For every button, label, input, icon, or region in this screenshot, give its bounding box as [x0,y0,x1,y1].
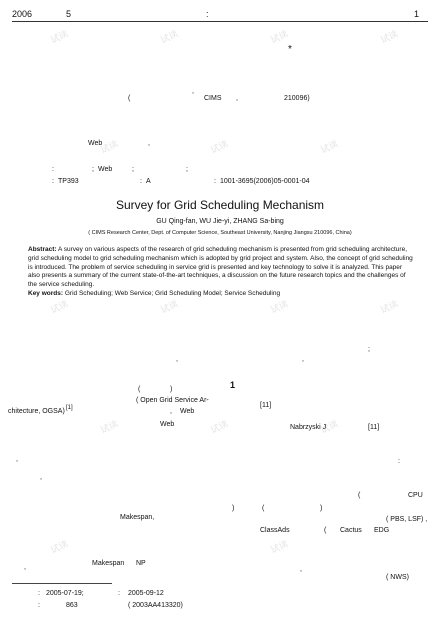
title-star: * [288,44,292,55]
footnote-rule [12,583,112,584]
ogsa-comma: , [170,408,172,415]
header-colon: : [206,9,209,19]
section-number: 1 [230,380,236,390]
header-year: 2006 [12,9,33,19]
ref-11a: [11] [260,402,272,409]
body-web-3: Web [160,421,175,428]
header-rule [12,21,428,22]
clc-label: : [52,178,54,185]
body-web-2: Web [180,408,195,415]
paren-c: ) [320,505,323,512]
kw-semi3: ; [186,166,188,173]
watermark: 试读 [48,298,70,316]
watermark: 试读 [318,138,340,156]
watermark: 试读 [158,298,180,316]
body-comma-b: , [302,356,304,363]
body-nabrzyski: Nabrzyski J [290,424,327,431]
body-makespan-1: Makespan, [120,514,155,521]
watermark: 试读 [98,418,120,436]
kw-semi2: ; [132,166,134,173]
ref-1: [1] [66,405,73,411]
revised-date: 2005-09-12 [128,590,164,597]
body-comma-a: , [176,356,178,363]
aff-zip: 210096) [284,95,310,102]
ogsa-line-b: chitecture, OGSA) [8,408,65,415]
body-nws: ( NWS) [386,574,409,581]
received-date: 2005-07-19; [46,590,84,597]
section-paren-close: ) [170,386,173,393]
ogsa-line-a: ( Open Grid Service Ar- [136,397,209,404]
body-pbs-lsf: ( PBS, LSF) , [386,516,428,523]
keywords-text: Grid Scheduling; Web Service; Grid Scheduling Model; Service Scheduling [64,289,281,297]
article-label: : [214,178,216,185]
watermark: 试读 [48,538,70,556]
cpu-paren: ( [358,492,361,499]
watermark: 试读 [318,418,340,436]
body-comma-c: , [16,456,18,463]
watermark: 试读 [378,298,400,316]
body-comma-d: , [40,474,42,481]
watermark: 试读 [158,28,180,46]
cactus-paren: ( [324,527,327,534]
body-classads: ClassAds [260,527,290,534]
english-affiliation: ( CIMS Research Center, Dept. of Computer Science, Southeast University, Nanjing Jiangsu 210096, China) [88,230,352,236]
watermark: 试读 [268,298,290,316]
aff-paren: ( [128,95,131,102]
aff-comma2: , [236,95,238,102]
watermark: 试读 [208,138,230,156]
body-colon-b: : [398,458,400,465]
english-abstract [28,246,414,299]
body-semi-a: ; [368,346,370,353]
aff-comma1: , [192,88,194,95]
body-cactus: Cactus [340,527,362,534]
paren-b: ( [262,505,265,512]
aff-cims: CIMS [204,95,222,102]
doc-code: A [146,178,151,185]
body-comma-e: , [24,564,26,571]
watermark: 试读 [98,138,120,156]
fund-label: : [38,602,40,609]
abstract-comma: , [148,140,150,147]
body-comma-f: , [300,566,302,573]
doc-label: : [140,178,142,185]
body-np: NP [136,560,146,567]
watermark: 试读 [268,538,290,556]
paren-a: ) [232,505,235,512]
section-paren-open: ( [138,386,141,393]
abstract-text: A survey on various aspects of the research of grid scheduling mechanism is presented from grid scheduling architecture, grid scheduling model to grid scheduling mechanism which is adopted by grid project and system. Also, the concept of grid scheduling is introduced. The problem of service scheduling in service grid is presented and key technology to solve it is analyzed. This paper also presents a summary of the current state-of-the-art techniques, a discussion on the future research topics and the challenges of the service scheduling. [28,246,413,289]
kw-web: Web [98,166,113,173]
received-label: : [38,590,40,597]
watermark: 试读 [378,28,400,46]
keywords-label: Key words: [28,289,64,297]
body-cpu: CPU [408,492,423,499]
watermark: 试读 [48,28,70,46]
watermark: 试读 [208,418,230,436]
header-issue: 5 [66,9,72,19]
clc-number: TP393 [58,178,79,185]
english-authors: GU Qing-fan, WU Jie-yi, ZHANG Sa-bing [156,218,284,225]
ref-11b: [11] [368,424,380,431]
fund-863: 863 [66,602,78,609]
kw-colon: : [52,166,54,173]
abstract-label: Abstract: [28,246,57,253]
kw-semi1: ; [92,166,94,173]
body-makespan-2: Makespan [92,560,125,567]
fund-number: ( 2003AA413320) [128,602,183,609]
body-edg: EDG [374,527,390,534]
english-title: Survey for Grid Scheduling Mechanism [115,198,325,212]
abstract-web: Web [88,140,103,147]
watermark: 试读 [268,28,290,46]
revised-label: : [118,590,120,597]
header-page: 1 [414,9,420,19]
article-number: 1001-3695(2006)05-0001-04 [220,178,310,185]
